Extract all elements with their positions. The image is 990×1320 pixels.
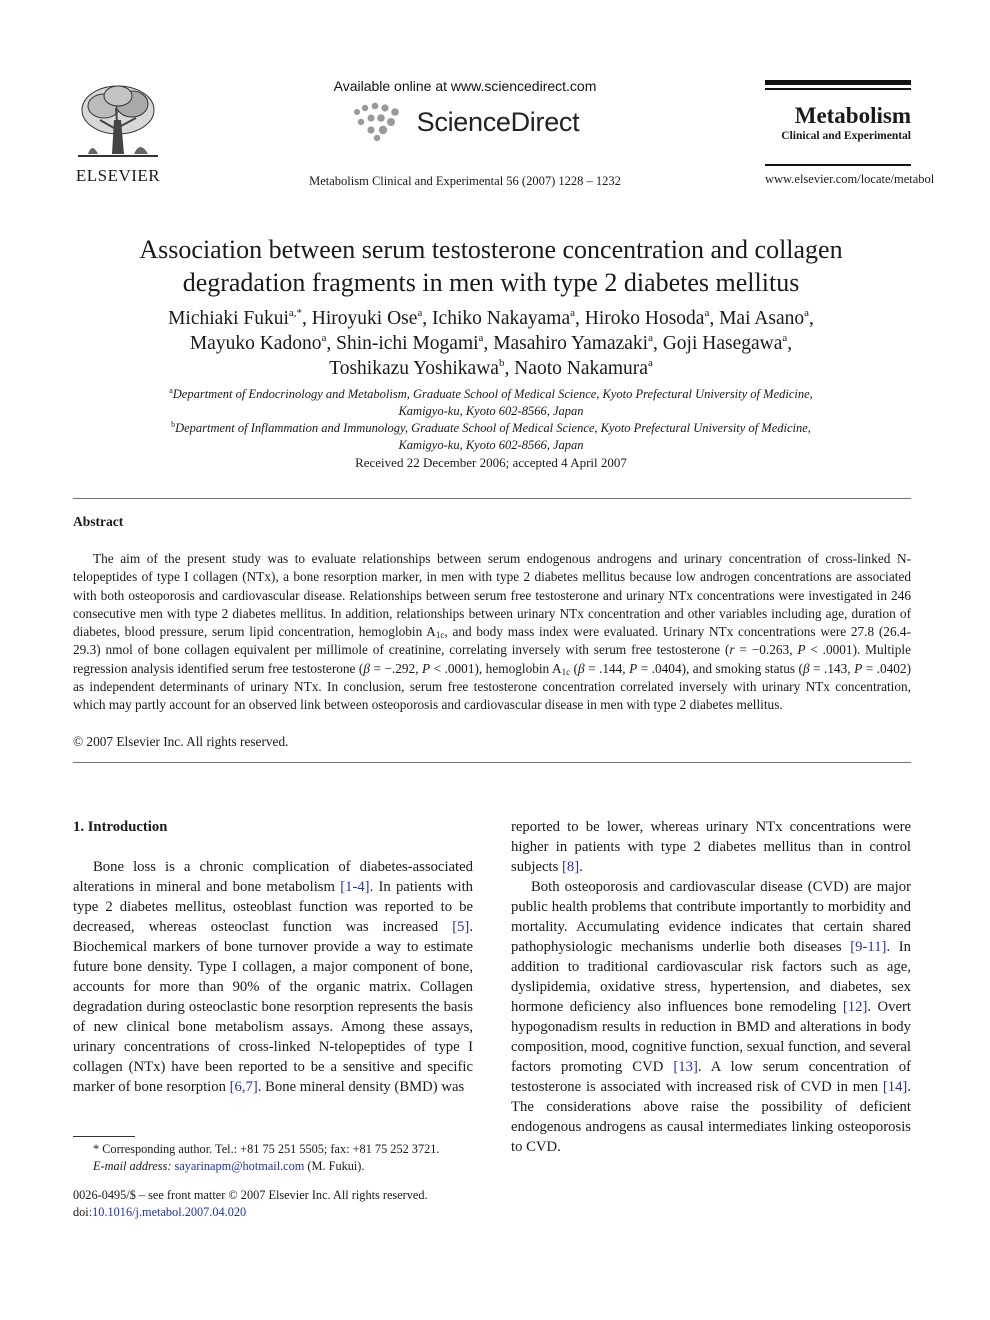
body-text: . In patients with type 2 diabetes mellitus, osteoblast function was reported to be decreased, whereas osteoclast function was increased (73, 879, 474, 935)
email-link[interactable]: sayarinapm@hotmail.com (174, 1159, 305, 1173)
author-sep: , (787, 333, 793, 354)
abstract-text: = .144, (584, 660, 630, 676)
author-name[interactable]: Goji Hasegawa (662, 333, 783, 354)
abstract-text: The aim of the present study was to evaluate relationships between serum endogenous androgens and urinary concentration of cross-linked N-telopeptides of type I collagen (NTx), a bone resorption marker, in men with type 2 diabetes mellitus because low androgen concentrations are associated with both osteoporosis and cardiovascular disease. Relationships between serum free testosterone and urinary NTx concentrations were investigated in 246 consecutive men with type 2 diabetes mellitus. In addition, relationships between urinary NTx concentration and other variables including age, duration of diabetes, blood pressure, serum lipid concentration, hemoglobin A (73, 551, 911, 640)
stat-symbol: P (854, 660, 863, 676)
author-sep: , (483, 333, 494, 354)
affiliations (70, 386, 912, 454)
citation-link[interactable]: [1-4] (340, 879, 370, 895)
author-name[interactable]: Michiaki Fukui (168, 308, 289, 329)
doi-label: doi: (73, 1205, 93, 1219)
email-label: E-mail address: (93, 1159, 172, 1173)
author-affil-mark[interactable]: a (782, 332, 788, 344)
body-text: Both osteoporosis and cardiovascular disease (CVD) are major public health problems that contribute importantly to morbidity and mortality. Accumulating evidence indicates that certain shared pathophysiologic mechanisms underlie both diseases (511, 879, 911, 955)
brand-bar (765, 88, 911, 90)
citation-link[interactable]: [5] (452, 919, 470, 935)
body-text: . (579, 859, 583, 875)
sciencedirect-logo (290, 100, 640, 144)
author-line (70, 331, 912, 356)
author-sep: , (422, 308, 433, 329)
abstract-body (73, 550, 911, 715)
title-line: Association between serum testosterone concentration and collagen (139, 235, 843, 264)
elsevier-logo (70, 80, 166, 186)
sciencedirect-header (290, 78, 640, 189)
citation-link[interactable]: [13] (673, 1059, 698, 1075)
sciencedirect-wordmark: ScienceDirect (416, 106, 580, 137)
body-text: . The considerations above raise the possibility of deficient endogenous androgens as causal intermediates linking osteoporosis to CVD. (511, 1079, 911, 1155)
author-affil-mark[interactable]: a (647, 357, 653, 369)
affiliation-a (70, 386, 912, 403)
abstract-text: = .0402) as independent determinants of urinary NTx. In conclusion, serum free testosterone concentration correlated inversely with urinary NTx concentration, which may partly account for an observed link between osteoporosis and cardiovascular disease in men with type 2 diabetes mellitus. (73, 660, 912, 713)
journal-reference: Metabolism Clinical and Experimental 56 (2007) 1228 – 1232 (309, 174, 621, 188)
body-text: . Biochemical markers of bone turnover provide a way to estimate future bone density. Type I collagen, a major component of bone, accounts for more than 90% of the organic matrix. Collagen degradation during osteoclastic bone resorption represents the basis of new clinical bone metabolism assays. Among these assays, urinary concentrations of cross-linked N-telopeptides of type I collagen (NTx) have been reported to be a sensitive and specific marker of bone resorption (73, 919, 473, 1095)
stat-symbol: β (363, 660, 370, 676)
abstract-copyright: © 2007 Elsevier Inc. All rights reserved. (73, 734, 289, 749)
publisher-name: ELSEVIER (75, 166, 161, 185)
citation-link[interactable]: [8] (562, 859, 580, 875)
footnote-rule (73, 1136, 135, 1137)
author-name[interactable]: Mayuko Kadono (189, 333, 322, 354)
left-column (73, 817, 473, 1097)
title-line: degradation fragments in men with type 2 diabetes mellitus (182, 268, 800, 297)
abstract-text: = −0.263, (734, 642, 798, 658)
author-affil-mark[interactable]: a (478, 332, 484, 344)
issn-line: 0026-0495/$ – see front matter © 2007 Elsevier Inc. All rights reserved. (73, 1188, 428, 1202)
citation-link[interactable]: [9-11] (850, 939, 887, 955)
body-text: . A low serum concentration of testosterone is associated with increased risk of CVD in men (511, 1059, 911, 1095)
right-column (511, 817, 911, 1157)
affiliation-b (70, 420, 912, 437)
paragraph (511, 817, 911, 877)
author-affil-mark[interactable]: a (417, 307, 423, 319)
stat-symbol: P (629, 660, 638, 676)
journal-title: Metabolism (794, 103, 911, 128)
citation-link[interactable]: [6,7] (229, 1079, 258, 1095)
author-name[interactable]: Shin-ichi Mogami (336, 333, 479, 354)
author-affil-mark[interactable]: a,* (288, 307, 303, 319)
abstract-text: = .0404), and smoking status ( (637, 660, 803, 676)
author-line (70, 306, 912, 331)
paragraph (511, 877, 911, 1157)
email-line (73, 1158, 473, 1175)
affiliation-address: Kamigyo-ku, Kyoto 602-8566, Japan (398, 404, 584, 418)
author-sep: , (575, 308, 585, 329)
author-name[interactable]: Hiroyuki Ose (311, 308, 418, 329)
citation-link[interactable]: [14] (882, 1079, 908, 1095)
abstract-text: ( (570, 660, 578, 676)
author-sep: , (652, 333, 663, 354)
author-sep: , (809, 308, 814, 329)
divider (73, 762, 911, 763)
section-heading: 1. Introduction (73, 819, 168, 835)
affiliation-mark: a (169, 386, 173, 395)
affiliation-address: Kamigyo-ku, Kyoto 602-8566, Japan (398, 438, 584, 452)
body-text: . Overt hypogonadism results in reduction in BMD and alterations in body composition, mood, cognitive function, sexual function, and several factors promoting CVD (511, 999, 911, 1075)
author-line (70, 356, 912, 381)
author-sep: , (326, 333, 337, 354)
sciencedirect-dots-icon (351, 102, 411, 142)
author-name[interactable]: Mai Asano (719, 308, 805, 329)
stat-symbol: r (729, 642, 735, 658)
author-name[interactable]: Toshikazu Yoshikawa (329, 358, 499, 379)
available-online-text: Available online at www.sciencedirect.com (333, 78, 597, 94)
author-name[interactable]: Ichiko Nakayama (432, 308, 571, 329)
elsevier-tree-icon (70, 80, 166, 164)
author-sep: , (504, 358, 515, 379)
email-owner: (M. Fukui). (304, 1159, 365, 1173)
corresponding-author: * Corresponding author. Tel.: +81 75 251 5505; fax: +81 75 252 3721. (93, 1142, 440, 1156)
stat-symbol: P (797, 642, 806, 658)
affiliation-text: Department of Endocrinology and Metabolism, Graduate School of Medical Science, Kyoto Prefectural University of Medicine, (172, 387, 813, 401)
doi-link[interactable]: 10.1016/j.metabol.2007.04.020 (92, 1205, 247, 1219)
subscript: 1c (561, 666, 571, 677)
author-affil-mark[interactable]: a (648, 332, 653, 344)
author-affil-mark[interactable]: b (498, 357, 505, 369)
affiliation-text: Department of Inflammation and Immunology, Graduate School of Medical Science, Kyoto Prefectural University of Medicine, (175, 421, 811, 435)
stat-symbol: β (577, 660, 585, 676)
affiliation-mark: b (171, 420, 176, 429)
abstract-text: , and body mass index were evaluated. Urinary NTx concentrations were 27.8 (26.4-29.3) nmol of bone collagen equivalent per millimole of creatinine, correlating inversely with serum free testosterone ( (73, 624, 912, 658)
journal-brand (765, 80, 935, 187)
author-affil-mark[interactable]: a (570, 307, 575, 319)
author-sep: , (709, 308, 720, 329)
body-text: . Bone mineral density (BMD) was (257, 1079, 465, 1095)
journal-subtitle: Clinical and Experimental (781, 130, 911, 142)
divider (73, 498, 911, 499)
paragraph (73, 857, 473, 1097)
stat-symbol: β (802, 660, 810, 676)
journal-url[interactable]: www.elsevier.com/locate/metabol (765, 172, 935, 186)
author-affil-mark[interactable]: a (321, 332, 327, 344)
article-title (70, 233, 912, 299)
front-matter (73, 1187, 493, 1221)
subscript: 1c (435, 630, 445, 641)
author-name[interactable]: Naoto Nakamura (514, 358, 648, 379)
author-name[interactable]: Hiroko Hosoda (584, 308, 705, 329)
author-list (70, 306, 912, 381)
body-text: . In addition to traditional cardiovascular risk factors such as age, dyslipidemia, oxidative stress, hypertension, and diabetes, sex hormone deficiency also influences bone remodeling (511, 939, 911, 1015)
author-affil-mark[interactable]: a (804, 307, 810, 319)
abstract-heading: Abstract (73, 514, 124, 529)
abstract-text: < .0001), hemoglobin A (430, 660, 562, 676)
abstract-text: = −.292, (369, 660, 422, 676)
author-sep: , (302, 308, 312, 329)
citation-link[interactable]: [12] (842, 999, 868, 1015)
abstract-text: < .0001). Multiple regression analysis identified serum free testosterone ( (73, 642, 911, 676)
received-dates: Received 22 December 2006; accepted 4 April 2007 (355, 455, 627, 470)
stat-symbol: P (421, 660, 431, 676)
brand-bar (765, 80, 911, 85)
body-text: reported to be lower, whereas urinary NTx concentrations were higher in patients with type 2 diabetes mellitus than in control subjects (511, 819, 911, 875)
brand-bar (765, 164, 911, 166)
doi-line (73, 1204, 493, 1221)
footnote (73, 1141, 473, 1175)
author-name[interactable]: Masahiro Yamazaki (493, 333, 649, 354)
abstract-text: = .143, (809, 660, 855, 676)
body-text: Bone loss is a chronic complication of diabetes-associated alterations in mineral and bone metabolism (73, 859, 473, 895)
author-affil-mark[interactable]: a (704, 307, 710, 319)
